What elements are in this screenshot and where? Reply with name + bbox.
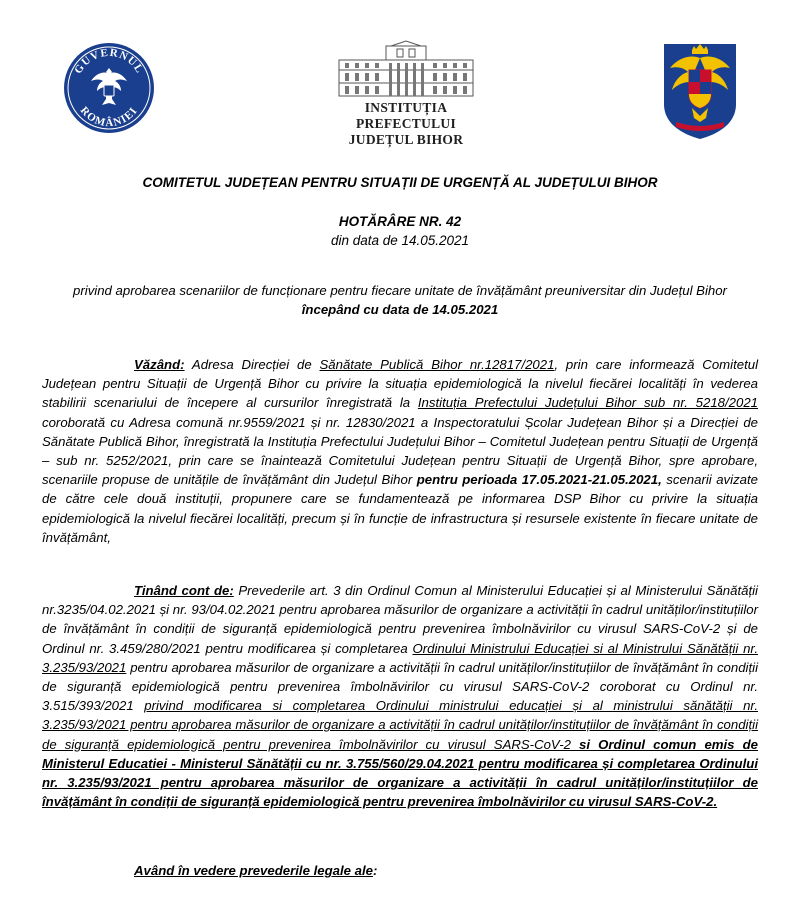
institution-name-line2: JUDEȚUL BIHOR (348, 132, 464, 147)
committee-title: COMITETUL JUDEȚEAN PENTRU SITUAȚII DE URGENȚĂ AL JUDEȚULUI BIHOR (142, 175, 658, 190)
paragraph-text: pentru aprobarea măsurilor de organizare a activității în cadrul unităților/instituțiilor de învățământ în condiții de siguranță epidemiologică pentru prevenirea îmbolnăvirilor cu virusul SARS-CoV-2 coroborat cu Ordinul nr. 3.515/393/2021 (42, 659, 758, 714)
paragraph-vazand (42, 355, 758, 547)
period-bold: pentru perioada 17.05.2021-21.05.2021, (416, 472, 662, 488)
reference-underlined: Sănătate Publică Bihor nr.12817/2021 (319, 357, 555, 372)
reference-underlined: privind modificarea si completarea Ordinului ministrului educației și al ministrului sănătății nr. 3.235/93/2021 pentru aprobarea măsurilor de organizare a activității în cadrul unităților/instituțiilor de învățământ în condiții de siguranță epidemiologică pentru prevenirea îmbolnăvirilor cu virusul SARS-CoV-2 (42, 698, 758, 752)
institution-name-line1: INSTITUȚIA PREFECTULUI (355, 100, 457, 131)
paragraph-colon: : (372, 863, 378, 878)
paragraph-tinand-cont (42, 581, 758, 811)
svg-text:ROMÂNIEI: ROMÂNIEI (77, 104, 141, 130)
subject-text: privind aprobarea scenariilor de funcționare pentru fiecare unitate de învățământ preuniversitar din Județul Bihor (73, 283, 727, 298)
decision-number: HOTĂRÂRE NR. 42 (338, 214, 462, 229)
paragraph-text: scenarii avizate de către cele două instituții, propunere care se fundamentează pe informarea DSP Bihor cu privire la situația epidemiologică la nivelul fiecărei localități, precum și în funcție de infrastructura și resursele existente în fiecare unitate de învățământ, (42, 472, 758, 545)
svg-text:GUVERNUL: GUVERNUL (72, 46, 146, 77)
paragraph-avand-in-vedere (42, 861, 758, 880)
reference-bold-underlined: si Ordinul comun emis de Ministerul Educatiei - Ministerul Sănătății cu nr. 3.755/560/29.04.2021 pentru modificarea și completarea Ordinului nr. 3.235/93/2021 pentru aprobarea măsurilor de organizare a activității în cadrul unităților/instituțiilor de învățământ în condiții de siguranță epidemiologică pentru prevenirea îmbolnăvirilor cu virusul SARS-CoV-2. (42, 736, 758, 810)
paragraph-lead: Tinând cont de: (134, 583, 234, 598)
reference-underlined: Ordinului Ministrului Educației si al Ministrului Sănătății nr. 3.235/93/2021 (42, 640, 758, 675)
paragraph-text: Adresa Direcției de (184, 357, 320, 372)
prefecture-building-icon (331, 40, 481, 100)
paragraph-text: coroborată cu Adresa comună nr.9559/2021 și nr. 12830/2021 a Inspectoratului Școlar Județean Bihor și a Direcției de Sănătate Publică Bihor, înregistrată la Instituția Prefectului Județului Bihor – Comitetul Județean pentru Situații de Urgență – sub nr. 5252/2021, prin care se înaintează Comitetului Județean pentru Situații de Urgență Bihor, spre aprobare, scenariile propuse de unitățile de învățământ din Județul Bihor (42, 414, 758, 488)
decision-subject (42, 281, 758, 319)
decision-date: din data de 14.05.2021 (330, 233, 470, 248)
subject-effective-date: începând cu data de 14.05.2021 (301, 302, 499, 317)
reference-underlined: Instituția Prefectului Județului Bihor sub nr. 5218/2021 (417, 395, 759, 411)
paragraph-lead: Văzând: (134, 357, 185, 372)
coat-of-arms-icon (662, 42, 738, 140)
paragraph-text: , prin care informează Comitetul Județean pentru Situații de Urgență Bihor cu privire la situația epidemiologică la nivelul fiecărei localități în vederea stabilirii scenariului de începere al cursurilor înregistrată la (42, 357, 759, 411)
paragraph-text: Prevederile art. 3 din Ordinul Comun al Ministerului Educației și al Ministerului Sănătății nr.3235/04.02.2021 și nr. 93/04.02.2021 pentru aprobarea măsurilor de organizare a activității în cadrul unităților/instituțiilor de învățământ în condiții de siguranță epidemiologică pentru prevenirea îmbolnăvirilor cu virusul SARS-CoV-2 și de Ordinul nr. 3.459/280/2021 pentru modificarea și completarea (42, 583, 758, 656)
paragraph-lead: Având în vedere prevederile legale ale (134, 863, 373, 878)
government-logo-icon (63, 42, 155, 134)
institution-logo (318, 40, 494, 147)
